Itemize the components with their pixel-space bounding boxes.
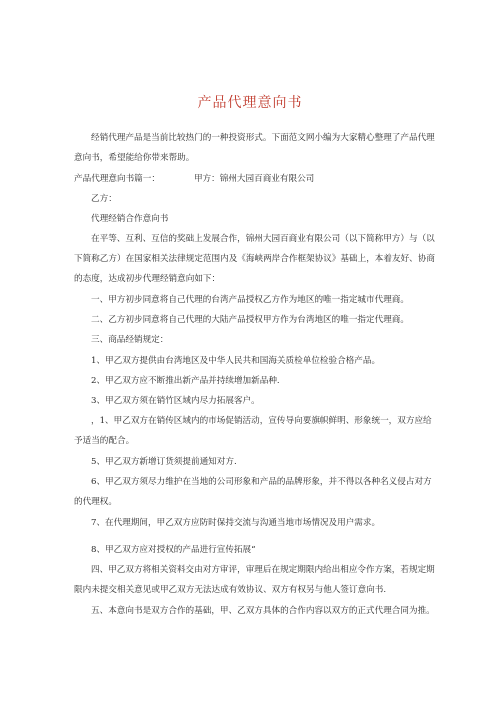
section-heading: 产品代理意向书篇一： — [74, 174, 160, 184]
rule-item-8: 8、甲乙双方应对授权的产品进行宣传拓展“ — [91, 545, 256, 555]
rule-item-7: 7、在代理期间，甲乙双方应防时保持交流与沟通当地市场情况及用户需求。 — [91, 518, 381, 528]
clause-three: 三、商品经销规定： — [91, 335, 169, 345]
clause-five: 五、本意向书是双方合作的基础，甲、乙双方具体的合作内容以双方的正式代理合同为推。 — [91, 606, 435, 616]
rule-item-3: 3、甲乙双方须在销竹区域内尽力拓展客户。 — [91, 396, 260, 406]
clause-one: 一、甲方初步同意将自己代理的台湾产品授权乙方作为地区的唯一指定城市代理商。 — [91, 295, 409, 305]
rule-item-1: 1、甲乙双方提供由台湾地区及中华人民共和国海关质检单位检验合格产品。 — [91, 356, 381, 366]
rule-item-4: ，1、甲乙双方在销传区域内的市场促销活动，宣传导向要旗帜鲜明、形象统一，双方应给予适当的配合。 — [74, 416, 432, 446]
preamble-paragraph: 在平等、互利、互信的奖础上发展合作，锦州大园百商业有限公司（以下简称甲方）与（以下简称乙方）在国家相关法律规定范围内及《海峡两岸合作框架协议》基础上，本着友好、协商的态度，达成初步代理经销意向如下： — [74, 234, 435, 284]
party-a-line: 甲方：锦州大园百商业有限公司 — [193, 174, 315, 184]
clause-two: 二、乙方初步同意将自己代理的大陆产品授权甲方作为台湾地区的唯一指定代理商。 — [91, 315, 409, 325]
document-title: 产品代理意向书 — [197, 95, 303, 111]
clause-four: 四、甲乙双方将相关资料交由对方审评，审理后在规定期限内给出相应令作方案，若规定期限内未提交相关意见或甲乙双方无法达成有效协议、双方有权另与他人签订意向书. — [74, 565, 435, 595]
section-heading-line — [74, 169, 434, 189]
intro-paragraph: 经销代理产品是当前比较热门的一种投资形式。下面范文网小编为大家精心整理了产品代理意向书，希望能给你带来帮助。 — [74, 133, 435, 163]
party-b-line: 乙方： — [91, 194, 117, 204]
subtitle-line: 代理经销合作意向书 — [91, 214, 169, 224]
rule-item-6: 6、甲乙双方须尽力维护在当地的公司形象和产品的品牌形象，并不得以各种名义侵占对方的代理权。 — [74, 477, 432, 507]
rule-item-5: 5、甲乙双方新增订货须提前通知对方. — [91, 457, 237, 467]
rule-item-2: 2、甲乙双方应不断推出新产品并持续增加新品种. — [91, 376, 280, 386]
